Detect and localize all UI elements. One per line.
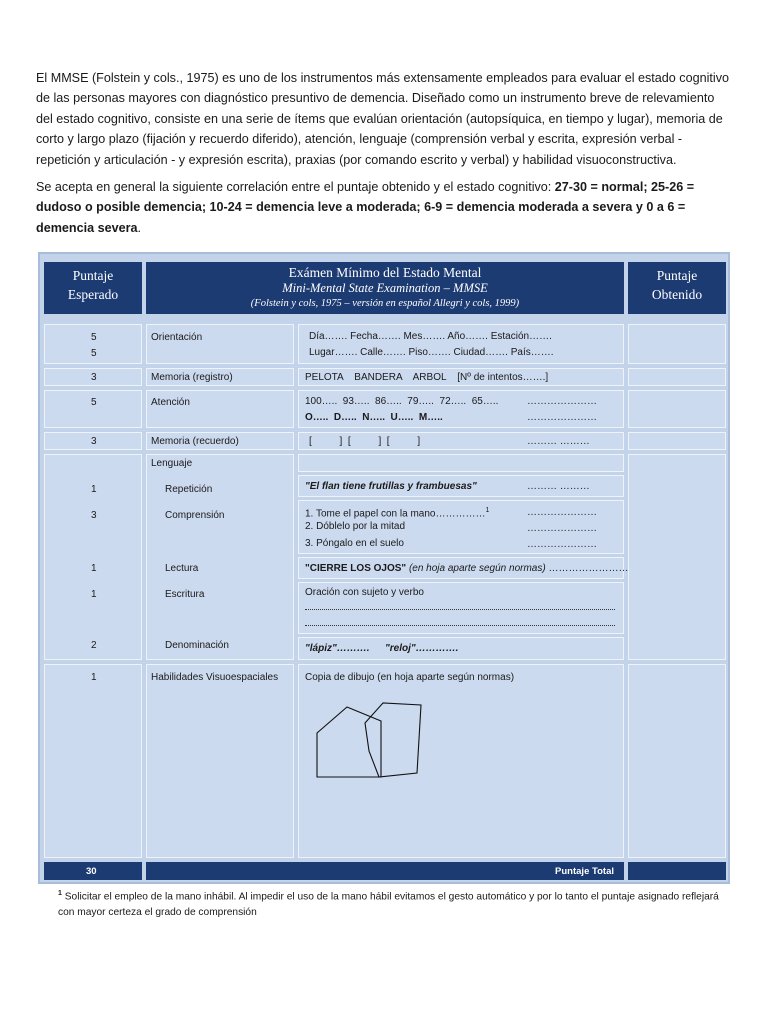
- intro-paragraph-1: El MMSE (Folstein y cols., 1975) es uno de los instrumentos más extensamente empleados para evaluar el estado cognitivo de las personas mayores con diagnóstico presuntivo de demencia. Diseñado como un instrumento breve de relevamiento del estado cognitivo, consiste en una serie de ítems que evalúan orientación (autopsíquica, en tiempo y lugar), memoria de corto y largo plazo (fijación y recuerdo diferido), atención, lenguaje (comprensión verbal y escrita, expresión verbal - repetición y articulación - y expresión escrita), praxias (por comando escrito y verbal) y habilidad visuoconstructiva.: [36, 71, 730, 167]
- denominacion-item-lapiz: "lápiz"……….: [305, 643, 370, 654]
- header-title-block: [146, 262, 624, 314]
- repeticion-content-cell: [298, 475, 624, 497]
- repeticion-dots: ……… ………: [527, 481, 590, 492]
- memoria-registro-score-cell: [44, 368, 142, 386]
- atencion-content-cell: [298, 390, 624, 428]
- intro-paragraph-2-lead: Se acepta en general la siguiente correlación entre el puntaje obtenido y el estado cognitivo:: [36, 180, 555, 195]
- total-score-bar: [44, 862, 142, 880]
- visuo-label-cell: [146, 664, 294, 858]
- denominacion-content-cell: [298, 637, 624, 660]
- footnote-text: Solicitar el empleo de la mano inhábil. Al impedir el uso de la mano hábil evitamos el gesto automático y por lo tanto el puntaje asignado reflejará con mayor certeza el grado de comprensión: [58, 891, 719, 919]
- orientacion-label-cell: [146, 324, 294, 364]
- pentagon-right: [365, 703, 421, 777]
- escritura-line-1: [305, 609, 615, 610]
- comprension-dots-2: …………………: [527, 523, 597, 534]
- denominacion-score: 2: [91, 640, 97, 651]
- atencion-dots-2: …………………: [527, 412, 597, 423]
- memoria-registro-label-cell: [146, 368, 294, 386]
- header-right-line2: Obtenido: [651, 287, 703, 302]
- comprension-content-cell: [298, 500, 624, 554]
- comprension-footnote-marker: 1: [485, 507, 490, 514]
- memoria-recuerdo-dots: ……… ………: [527, 436, 590, 447]
- comprension-dots-1: …………………: [527, 507, 597, 518]
- pentagon-left: [317, 707, 381, 777]
- footnote: [58, 886, 726, 921]
- comprension-item-1: [305, 504, 489, 520]
- lectura-content-cell: [298, 557, 629, 579]
- comprension-dots-3: …………………: [527, 539, 597, 550]
- total-obtained-bar[interactable]: [628, 862, 726, 880]
- memoria-recuerdo-score-cell: [44, 432, 142, 450]
- orientacion-score-2: 5: [91, 348, 97, 359]
- atencion-obtained-cell[interactable]: [628, 390, 726, 428]
- atencion-line-1: 100….. 93….. 86….. 79….. 72….. 65…..: [305, 396, 499, 407]
- denominacion-item-reloj: "reloj"………….: [385, 643, 459, 654]
- score-correlation: 27-30 = normal; 25-26 = dudoso o posible demencia; 10-24 = demencia leve a moderada; 6-9 = demencia moderada a severa y 0 a 6 = demencia severa: [36, 180, 695, 235]
- atencion-label: Atención: [151, 397, 190, 408]
- form-citation: (Folstein y cols, 1975 – versión en español Allegri y cols, 1999): [250, 298, 520, 309]
- orientacion-line-1: Día……. Fecha……. Mes……. Año……. Estación…….: [309, 331, 552, 342]
- memoria-registro-content: PELOTA BANDERA ARBOL [Nº de intentos…….]: [305, 372, 549, 383]
- comprension-item-3: 3. Póngalo en el suelo: [305, 538, 404, 549]
- memoria-recuerdo-label: Memoria (recuerdo): [151, 436, 239, 447]
- intro-text: [36, 68, 732, 245]
- footnote-marker: 1: [58, 890, 62, 897]
- memoria-recuerdo-content: [ ] [ ] [ ]: [309, 436, 421, 447]
- memoria-recuerdo-content-cell: [298, 432, 624, 450]
- orientacion-line-2: Lugar……. Calle……. Piso……. Ciudad……. País…….: [309, 347, 554, 358]
- escritura-score: 1: [91, 589, 97, 600]
- memoria-recuerdo-obtained-cell[interactable]: [628, 432, 726, 450]
- lenguaje-label: Lenguaje: [151, 458, 193, 469]
- form-subtitle: Mini-Mental State Examination – MMSE: [282, 280, 488, 295]
- header-left-line1: Puntaje: [72, 268, 114, 283]
- lectura-score: 1: [91, 563, 97, 574]
- atencion-line-2: O….. D….. N….. U….. M…..: [305, 412, 443, 423]
- memoria-registro-label: Memoria (registro): [151, 372, 233, 383]
- orientacion-score-cell: [44, 324, 142, 364]
- repeticion-content: "El flan tiene frutillas y frambuesas": [305, 481, 477, 492]
- escritura-line-2: [305, 625, 615, 626]
- visuo-content-cell: [298, 664, 624, 858]
- lenguaje-header-content-cell: [298, 454, 624, 472]
- orientacion-obtained-cell[interactable]: [628, 324, 726, 364]
- memoria-registro-obtained-cell[interactable]: [628, 368, 726, 386]
- lectura-label: Lectura: [165, 563, 199, 574]
- orientacion-content-cell: [298, 324, 624, 364]
- lenguaje-obtained-cell[interactable]: [628, 454, 726, 660]
- comprension-item-2: 2. Dóblelo por la mitad: [305, 521, 406, 532]
- intro-paragraph-2-end: .: [137, 220, 142, 235]
- visuo-content: Copia de dibujo (en hoja aparte según normas): [305, 672, 515, 683]
- memoria-registro-score: 3: [91, 372, 97, 383]
- orientacion-label: Orientación: [151, 332, 203, 343]
- denominacion-label: Denominación: [165, 640, 229, 651]
- header-left-line2: Esperado: [67, 287, 119, 302]
- repeticion-label: Repetición: [165, 484, 213, 495]
- visuo-label: Habilidades Visuoespaciales: [151, 672, 279, 683]
- lectura-content-bold: "CIERRE LOS OJOS": [305, 563, 407, 574]
- atencion-dots-1: …………………: [527, 396, 597, 407]
- lectura-dots: ……………………: [545, 563, 629, 574]
- visuo-score-cell: [44, 664, 142, 858]
- atencion-label-cell: [146, 390, 294, 428]
- escritura-label: Escritura: [165, 589, 205, 600]
- lectura-content-italic: (en hoja aparte según normas): [406, 563, 546, 574]
- total-score: 30: [86, 866, 97, 877]
- intersecting-pentagons-drawing: [299, 665, 625, 859]
- memoria-recuerdo-label-cell: [146, 432, 294, 450]
- form-title: Exámen Mínimo del Estado Mental: [288, 265, 482, 280]
- lenguaje-label-cell: [146, 454, 294, 660]
- escritura-content: Oración con sujeto y verbo: [305, 587, 424, 598]
- comprension-score: 3: [91, 510, 97, 521]
- mmse-form: [38, 252, 730, 884]
- lectura-content: [305, 562, 628, 575]
- memoria-recuerdo-score: 3: [91, 436, 97, 447]
- visuo-score: 1: [91, 672, 97, 683]
- memoria-registro-content-cell: [298, 368, 624, 386]
- atencion-score-cell: [44, 390, 142, 428]
- intro-paragraph-2: [36, 177, 732, 238]
- comprension-item-1-text: 1. Tome el papel con la mano……………: [305, 508, 486, 520]
- lenguaje-score-cell: [44, 454, 142, 660]
- header-right-line1: Puntaje: [656, 268, 698, 283]
- header-expected-score: [44, 262, 142, 314]
- atencion-score: 5: [91, 397, 97, 408]
- repeticion-score: 1: [91, 484, 97, 495]
- visuo-obtained-cell[interactable]: [628, 664, 726, 858]
- header-obtained-score: [628, 262, 726, 314]
- escritura-content-cell: [298, 582, 624, 634]
- total-label: Puntaje Total: [555, 866, 614, 877]
- orientacion-score-1: 5: [91, 332, 97, 343]
- comprension-label: Comprensión: [165, 510, 225, 521]
- total-label-bar: [146, 862, 624, 880]
